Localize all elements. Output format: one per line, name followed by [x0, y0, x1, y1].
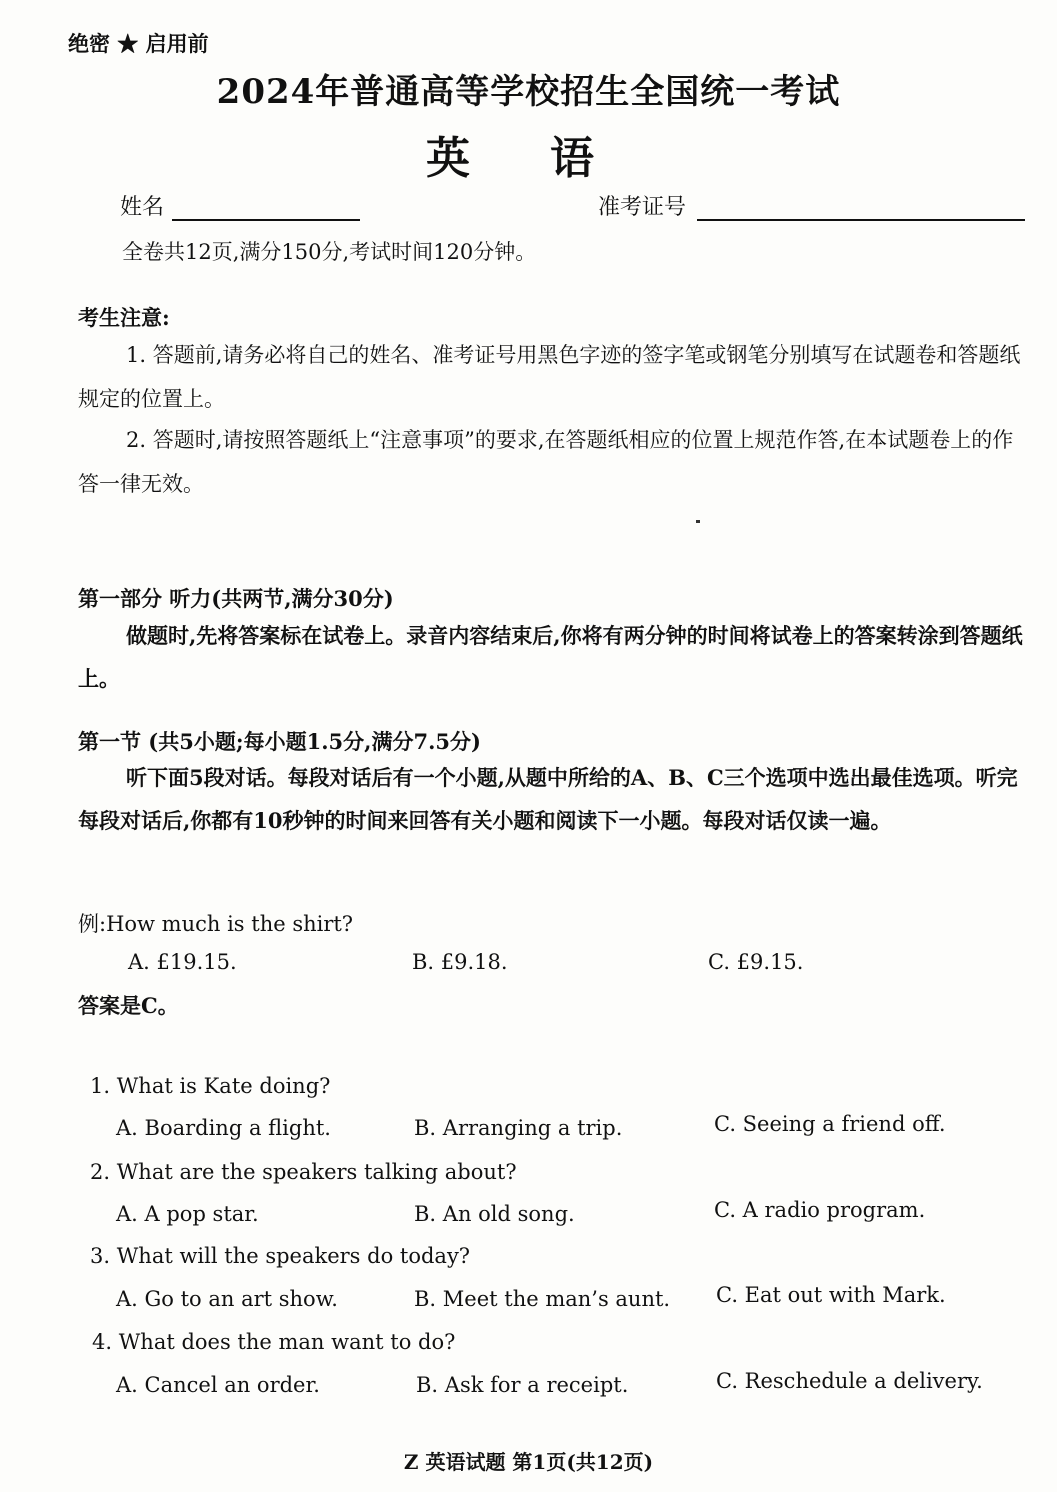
q4-option-a: A. Cancel an order.: [116, 1373, 320, 1397]
section1-instruction: 听下面5段对话。每段对话后有一个小题,从题中所给的A、B、C三个选项中选出最佳选项。听完每段对话后,你都有10秒钟的时间来回答有关小题和阅读下一小题。每段对话仅读一遍。: [78, 765, 1018, 833]
notice-item: 2. 答题时,请按照答题纸上“注意事项”的要求,在答题纸相应的位置上规范作答,在本试题卷上的作答一律无效。: [78, 428, 1014, 496]
exam-number-label: 准考证号: [598, 195, 687, 220]
name-field[interactable]: [172, 193, 360, 221]
confidential-label: 绝密 ★ 启用前: [68, 31, 209, 56]
example-question: 例:How much is the shirt?: [78, 912, 354, 936]
subject-title: 英语: [426, 133, 674, 184]
q3-option-b: B. Meet the man’s aunt.: [414, 1287, 671, 1311]
q2-option-b: B. An old song.: [414, 1202, 575, 1226]
exam-title: 2024年普通高等学校招生全国统一考试: [216, 72, 841, 112]
notice-heading: 考生注意:: [78, 305, 170, 330]
q1-option-c: C. Seeing a friend off.: [714, 1112, 946, 1136]
example-option-b: B. £9.18.: [412, 950, 508, 974]
info-line: 全卷共12页,满分150分,考试时间120分钟。: [122, 240, 537, 264]
q4-option-c: C. Reschedule a delivery.: [716, 1369, 983, 1393]
question-1: 1. What is Kate doing?: [90, 1074, 331, 1098]
example-option-c: C. £9.15.: [708, 950, 804, 974]
q3-option-a: A. Go to an art show.: [116, 1287, 338, 1311]
scan-speck: [696, 520, 700, 523]
example-answer: 答案是C。: [78, 993, 179, 1018]
page-footer: Z 英语试题 第1页(共12页): [403, 1450, 654, 1474]
q4-option-b: B. Ask for a receipt.: [416, 1373, 629, 1397]
name-label: 姓名: [120, 195, 165, 220]
part1-heading: 第一部分 听力(共两节,满分30分): [78, 586, 394, 611]
section1-heading: 第一节 (共5小题;每小题1.5分,满分7.5分): [78, 729, 481, 754]
q1-option-a: A. Boarding a flight.: [116, 1116, 331, 1140]
q1-option-b: B. Arranging a trip.: [414, 1116, 623, 1140]
question-3: 3. What will the speakers do today?: [90, 1244, 471, 1268]
part1-instruction: 做题时,先将答案标在试卷上。录音内容结束后,你将有两分钟的时间将试卷上的答案转涂到答题纸上。: [78, 623, 1023, 691]
exam-number-field[interactable]: [697, 193, 1025, 221]
q2-option-c: C. A radio program.: [714, 1198, 926, 1222]
question-2: 2. What are the speakers talking about?: [90, 1160, 517, 1184]
q3-option-c: C. Eat out with Mark.: [716, 1283, 946, 1307]
notice-item: 1. 答题前,请务必将自己的姓名、准考证号用黑色字迹的签字笔或钢笔分别填写在试题卷和答题纸规定的位置上。: [78, 343, 1021, 411]
q2-option-a: A. A pop star.: [116, 1202, 259, 1226]
example-option-a: A. £19.15.: [128, 950, 237, 974]
question-4: 4. What does the man want to do?: [92, 1330, 456, 1354]
